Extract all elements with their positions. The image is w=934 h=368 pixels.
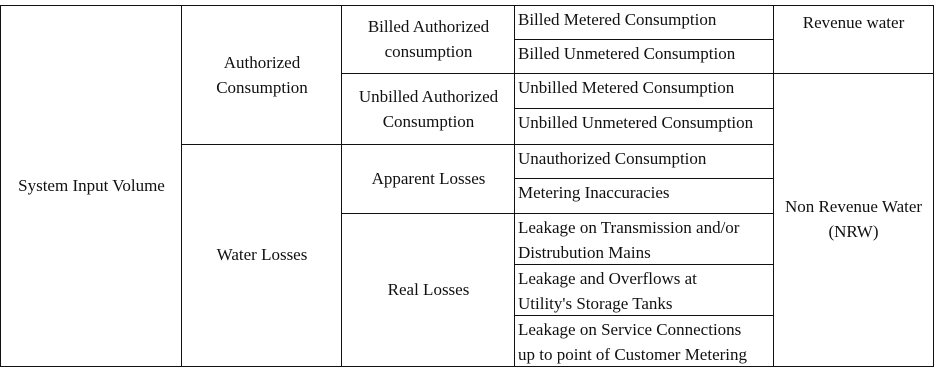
leakage-service-label: Leakage on Service Connections up to point of Customer Metering bbox=[518, 320, 748, 364]
billed-metered-label: Billed Metered Consumption bbox=[518, 10, 717, 29]
revenue-water-label: Revenue water bbox=[802, 13, 905, 32]
unbilled-authorized-label: Unbilled Authorized Consumption bbox=[358, 86, 499, 131]
unbilled-unmetered-cell bbox=[514, 108, 775, 146]
metering-inaccuracies-label: Metering Inaccuracies bbox=[518, 183, 670, 202]
billed-unmetered-cell bbox=[514, 39, 775, 75]
unbilled-metered-label: Unbilled Metered Consumption bbox=[518, 78, 735, 97]
billed-authorized-cell bbox=[341, 5, 516, 75]
unbilled-unmetered-label: Unbilled Unmetered Consumption bbox=[518, 113, 754, 132]
leakage-service-cell bbox=[514, 315, 775, 367]
billed-metered-cell bbox=[514, 5, 775, 41]
water-losses-cell bbox=[181, 144, 343, 367]
real-losses-cell bbox=[341, 213, 516, 367]
authorized-consumption-label: Authorized Consumption bbox=[216, 52, 308, 97]
non-revenue-water-label: Non Revenue Water (NRW) bbox=[784, 197, 923, 241]
leakage-mains-label: Leakage on Transmission and/or Distrubution Mains bbox=[518, 218, 740, 262]
water-losses-label: Water Losses bbox=[216, 245, 308, 264]
system-input-volume-cell bbox=[0, 5, 183, 367]
unbilled-authorized-cell bbox=[341, 73, 516, 146]
unauthorized-consumption-cell bbox=[514, 144, 775, 180]
non-revenue-water-cell bbox=[773, 73, 934, 367]
apparent-losses-label: Apparent Losses bbox=[371, 169, 486, 188]
leakage-storage-label: Leakage and Overflows at Utility's Storage Tanks bbox=[518, 269, 697, 313]
real-losses-label: Real Losses bbox=[387, 279, 470, 299]
unauthorized-consumption-label: Unauthorized Consumption bbox=[518, 149, 707, 168]
billed-authorized-label: Billed Authorized consumption bbox=[367, 17, 490, 61]
system-input-volume-label: System Input Volume bbox=[18, 175, 165, 195]
billed-unmetered-label: Billed Unmetered Consumption bbox=[518, 44, 736, 63]
leakage-mains-cell bbox=[514, 213, 775, 266]
metering-inaccuracies-cell bbox=[514, 178, 775, 215]
apparent-losses-cell bbox=[341, 144, 516, 215]
authorized-consumption-cell bbox=[181, 5, 343, 146]
leakage-storage-cell bbox=[514, 264, 775, 317]
unbilled-metered-cell bbox=[514, 73, 775, 110]
revenue-water-cell bbox=[773, 5, 934, 75]
